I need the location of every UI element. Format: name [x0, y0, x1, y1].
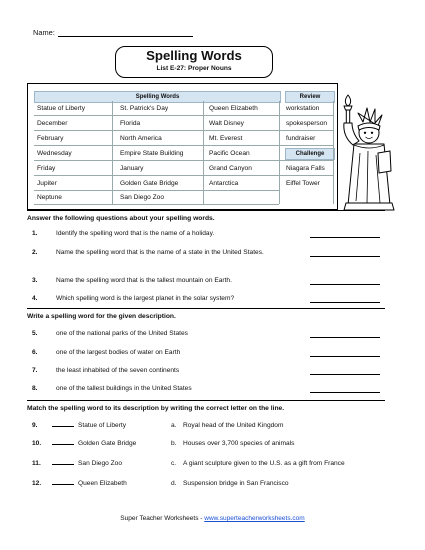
word-cell: Florida	[120, 120, 141, 127]
section-divider	[27, 400, 385, 401]
row-divider	[34, 204, 279, 205]
word-cell: Grand Canyon	[209, 165, 252, 172]
answer-line[interactable]	[310, 392, 380, 393]
match-word: San Diego Zoo	[78, 460, 122, 467]
answer-line[interactable]	[310, 337, 380, 338]
question-number: 5.	[32, 330, 38, 337]
question-text: the least inhabited of the seven continents	[56, 367, 180, 374]
name-field	[33, 28, 193, 37]
match-number: 12.	[32, 480, 42, 487]
word-cell: Mt. Everest	[209, 135, 243, 142]
column-divider	[112, 101, 113, 204]
match-description: Royal head of the United Kingdom	[183, 422, 284, 429]
challenge-header: Challenge	[285, 148, 335, 160]
row-divider	[34, 175, 333, 176]
match-word: Golden Gate Bridge	[78, 440, 137, 447]
answer-line[interactable]	[310, 374, 380, 375]
review-word: spokesperson	[286, 120, 328, 127]
question-text: Name the spelling word that is the tallest mountain on Earth.	[56, 277, 232, 284]
question-number: 2.	[32, 249, 38, 256]
statue-of-liberty-illustration	[338, 93, 396, 211]
question-number: 6.	[32, 349, 38, 356]
word-cell: Antarctica	[209, 180, 239, 187]
question-number: 4.	[32, 295, 38, 302]
word-cell: Statue of Liberty	[37, 105, 86, 112]
page-title: Spelling Words	[146, 48, 242, 63]
word-cell: Neptune	[37, 194, 62, 201]
row-divider	[34, 130, 333, 131]
word-cell: February	[37, 135, 64, 142]
section-divider	[27, 210, 385, 211]
row-divider	[34, 145, 333, 146]
question-number: 3.	[32, 277, 38, 284]
word-cell: St. Patrick's Day	[120, 105, 169, 112]
question-text: one of the tallest buildings in the United States	[56, 385, 192, 392]
column-divider	[279, 101, 280, 204]
question-text: Identify the spelling word that is the name of a holiday.	[56, 230, 215, 237]
word-cell: Jupiter	[37, 180, 57, 187]
word-cell: Walt Disney	[209, 120, 244, 127]
match-letter: d.	[171, 480, 177, 487]
match-answer-blank[interactable]	[52, 464, 74, 465]
question-number: 7.	[32, 367, 38, 374]
column-divider	[333, 101, 334, 204]
match-item	[52, 480, 127, 489]
match-item	[52, 422, 126, 431]
title-box	[115, 46, 273, 78]
name-label: Name:	[33, 28, 55, 37]
eye-icon	[364, 132, 366, 134]
question-text: one of the largest bodies of water on Earth	[56, 349, 181, 356]
word-cell: January	[120, 165, 144, 172]
column-divider	[203, 101, 204, 204]
word-cell: December	[37, 120, 68, 127]
eye-icon	[371, 132, 373, 134]
section-divider	[27, 308, 385, 309]
match-description: A giant sculpture given to the U.S. as a gift from France	[183, 460, 345, 467]
match-item	[52, 440, 136, 449]
row-divider	[34, 190, 279, 191]
match-answer-blank[interactable]	[52, 484, 74, 485]
challenge-word: Eiffel Tower	[286, 180, 320, 187]
page-subtitle: List E-27: Proper Nouns	[156, 65, 232, 72]
question-number: 8.	[32, 385, 38, 392]
question-number: 1.	[32, 230, 38, 237]
challenge-word: Niagara Falls	[286, 165, 325, 172]
word-cell: San Diego Zoo	[120, 194, 164, 201]
match-word: Queen Elizabeth	[78, 480, 127, 487]
row-divider	[34, 115, 333, 116]
answer-line[interactable]	[310, 302, 380, 303]
section-3-instruction: Match the spelling word to its description by writing the correct letter on the line.	[27, 405, 285, 412]
row-divider	[34, 160, 333, 161]
name-blank-line[interactable]	[58, 28, 193, 37]
match-item	[52, 460, 122, 469]
match-answer-blank[interactable]	[52, 444, 74, 445]
word-cell: Golden Gate Bridge	[120, 180, 179, 187]
spelling-words-header-label: Spelling Words	[135, 94, 180, 100]
match-number: 9.	[32, 422, 38, 429]
question-text: one of the national parks of the United States	[56, 330, 188, 337]
word-cell: North America	[120, 135, 162, 142]
word-cell: Empire State Building	[120, 150, 184, 157]
word-list-box	[27, 83, 338, 210]
section-2-instruction: Write a spelling word for the given description.	[27, 313, 176, 320]
answer-line[interactable]	[310, 284, 380, 285]
footer	[0, 515, 425, 522]
match-description: Houses over 3,700 species of animals	[183, 440, 295, 447]
match-description: Suspension bridge in San Francisco	[183, 480, 289, 487]
word-cell: Wednesday	[37, 150, 72, 157]
match-number: 11.	[32, 460, 41, 467]
word-cell: Friday	[37, 165, 56, 172]
match-letter: a.	[171, 422, 177, 429]
answer-line[interactable]	[310, 256, 380, 257]
question-text: Which spelling word is the largest planet in the solar system?	[56, 295, 235, 302]
match-word: Statue of Liberty	[78, 422, 127, 429]
review-word: fundraiser	[286, 135, 316, 142]
review-word: workstation	[286, 105, 320, 112]
footer-text: Super Teacher Worksheets -	[120, 515, 205, 522]
match-letter: c.	[171, 460, 177, 467]
match-answer-blank[interactable]	[52, 426, 74, 427]
question-text: Name the spelling word that is the name of a state in the United States.	[56, 249, 264, 256]
spelling-words-header	[34, 91, 281, 103]
footer-link[interactable]: www.superteacherworksheets.com	[204, 515, 305, 522]
answer-line[interactable]	[310, 356, 380, 357]
match-letter: b.	[171, 440, 177, 447]
section-1-instruction: Answer the following questions about your spelling words.	[27, 215, 215, 222]
word-cell: Pacific Ocean	[209, 150, 250, 157]
answer-line[interactable]	[310, 237, 380, 238]
match-number: 10.	[32, 440, 42, 447]
review-header: Review	[285, 91, 335, 103]
word-cell: Queen Elizabeth	[209, 105, 258, 112]
